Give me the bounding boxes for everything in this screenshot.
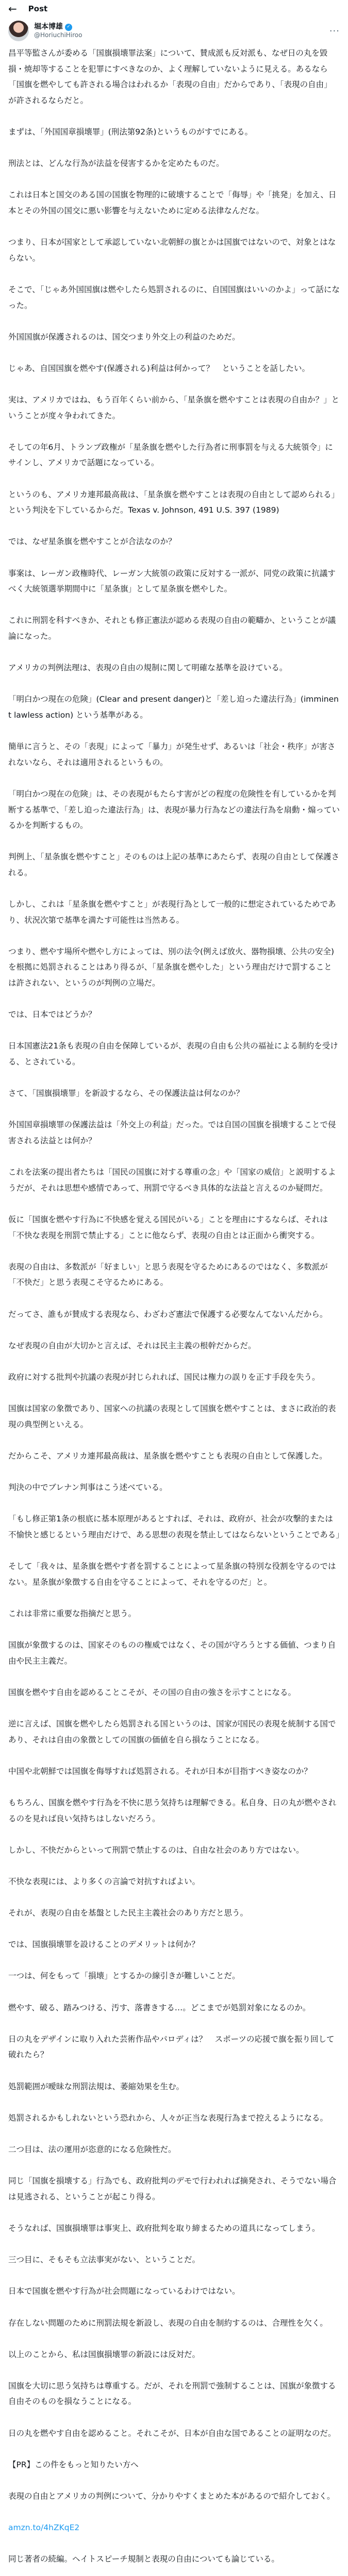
tweet-paragraph: 不快な表現には、より多くの言論で対抗すればよい。 bbox=[8, 1876, 201, 1886]
tweet-body bbox=[0, 45, 348, 2576]
tweet-paragraph: 「もし修正第1条の根底に基本原理があるとすれば、それは、政府が、社会が攻撃的または不愉快と感じるという理由だけで、ある思想の表現を禁止してはならないということである」 bbox=[8, 1514, 344, 1539]
tweet-paragraph: まずは、「外国国章損壊罪」(刑法第92条)というものがすでにある。 bbox=[8, 127, 253, 137]
author-display-name[interactable] bbox=[34, 23, 324, 32]
tweet-paragraph: なぜ表現の自由が大切かと言えば、それは民主主義の根幹だからだ。 bbox=[8, 1341, 256, 1350]
tweet-paragraph: そこで、「じゃあ外国国旗は燃やしたら処罰されるのに、自国国旗はいいのかよ」って話になった。 bbox=[8, 284, 340, 310]
tweet-paragraph: 処罰範囲が曖昧な刑罰法規は、萎縮効果を生む。 bbox=[8, 2081, 185, 2091]
tweet-paragraph: これに刑罰を科すべきか、それとも修正憲法が認める表現の自由の範疇か、ということが議論になった。 bbox=[8, 616, 336, 641]
tweet-paragraph: 刑法とは、どんな行為が法益を侵害するかを定めたものだ。 bbox=[8, 159, 224, 168]
tweet-paragraph: そうなれば、国旗損壊罪は事実上、政府批判を取り締まるための道具になってしまう。 bbox=[8, 2223, 320, 2233]
tweet-paragraph: 処罰されるかもしれないという恐れから、人々が正当な表現行為まで控えるようになる。 bbox=[8, 2113, 328, 2123]
tweet-paragraph: 昌平等監さんが委める「国旗損壊罪法案」について、賛成派も反対派も、なぜ日の丸を毀損・焼却等することを犯罪にすべきなのか、よく理解していないように見える。あるなら「国旗を燃やしても許される場合はわれるか「表現の自由」だからであり、「表現の自由」が許されるならだと。 bbox=[8, 48, 332, 105]
tweet-paragraph: では、なぜ星条旗を燃やすことが合法なのか？ bbox=[8, 537, 176, 547]
tweet-paragraph: 日本国憲法21条も表現の自由を保障しているが、表現の自由も公共の福祉による制約を受ける、とされている。 bbox=[8, 1041, 338, 1066]
tweet-paragraph: 判例上、「星条旗を燃やすこと」そのものは上記の基準にあたらず、表現の自由として保護される。 bbox=[8, 852, 340, 877]
tweet-paragraph: 【PR】この件をもっと知りたい方へ bbox=[8, 2460, 139, 2469]
tweet-paragraph: 簡単に言うと、その「表現」によって「暴力」が発生せず、あるいは「社会・秩序」が害されないなら、それは適用されるというもの。 bbox=[8, 742, 336, 767]
tweet-paragraph: では、日本ではどうか？ bbox=[8, 1010, 96, 1020]
tweet-paragraph: しかし、これは「星条旗を燃やすこと」が表現行為として一般的に想定されているためであり、状況次第で基準を満たす可能性は当然ある。 bbox=[8, 900, 336, 925]
tweet-paragraph: 逆に言えば、国旗を燃やしたら処罰される国というのは、国家が国民の表現を統制する国であり、それは自由の象徴としての国旗の価値を自ら損なうことになる。 bbox=[8, 1719, 336, 1744]
author-name: 堀本博雄 bbox=[34, 22, 63, 31]
page-title: Post bbox=[28, 4, 48, 13]
back-arrow-icon[interactable]: ← bbox=[8, 3, 17, 15]
tweet-paragraph: さて、「国旗損壊罪」を新設するなら、その保護法益は何なのか？ bbox=[8, 1089, 244, 1098]
tweet-paragraph: 国旗が象徴するのは、国家そのものの権威ではなく、その国が守ろうとする価値、つまり自由や民主主義だ。 bbox=[8, 1640, 336, 1666]
tweet-paragraph: つまり、燃やす場所や燃やし方によっては、別の法令(例えば放火、器物損壊、公共の安全)を根拠に処罰されることはあり得るが、「星条旗を燃やした」という理由だけで罰することは許されない、というのが判例の立場だ。 bbox=[8, 946, 335, 988]
tweet-paragraph: 表現の自由は、多数派が「好ましい」と思う表現を守るためにあるのではなく、多数派が「不快だ」と思う表現こそ守るためにある。 bbox=[8, 1262, 328, 1287]
tweet-paragraph: 政府に対する批判や抗議の表現が封じられれば、国民は権力の誤りを正す手段を失う。 bbox=[8, 1372, 320, 1382]
tweet-paragraph: 一つは、何をもって「損壊」とするかの線引きが難しいことだ。 bbox=[8, 1971, 240, 1981]
tweet-paragraph: 以上のことから、私は国旗損壊罪の新設には反対だ。 bbox=[8, 2349, 201, 2359]
tweet-paragraph: アメリカの判例法理は、表現の自由の規制に関して明確な基準を設けている。 bbox=[8, 663, 288, 673]
tweet-paragraph: 外国国章損壊罪の保護法益は「外交上の利益」だった。では自国の国旗を損壊することで侵害される法益とは何か？ bbox=[8, 1120, 336, 1145]
tweet-paragraph: 中国や北朝鮮では国旗を侮辱すれば処罰される。それが日本が目指すべき姿なのか？ bbox=[8, 1766, 312, 1776]
tweet-paragraph: というのも、アメリカ連邦最高裁は、「星条旗を燃やすことは表現の自由として認められる」という判決を下しているからだ。Texas v. Johnson, 491 U.S. 397 (1989) bbox=[8, 489, 340, 515]
tweet-paragraph: 日本で国旗を燃やす行為が社会問題になっているわけではない。 bbox=[8, 2286, 240, 2296]
tweet-paragraph: 仮に「国旗を燃やす行為に不快感を覚える国民がいる」ことを理由にするならば、それは「不快な表現を刑罰で禁止する」ことに他ならず、表現の自由とは正面から衝突する。 bbox=[8, 1214, 328, 1240]
tweet-paragraph: そして「我々は、星条旗を燃やす者を罰することによって星条旗の特別な役割を守るのではない。星条旗が象徴する自由を守ることによって、それを守るのだ」と。 bbox=[8, 1562, 336, 1587]
author-names bbox=[34, 23, 324, 40]
tweet-paragraph: 国旗は国家の象徴であり、国家への抗議の表現として国旗を燃やすことは、まさに政治的表現の典型例といえる。 bbox=[8, 1404, 336, 1429]
tweet-paragraph: じゃあ、自国国旗を燃やす(保護される)利益は何かって？ ということを話したい。 bbox=[8, 363, 310, 373]
verified-badge-icon: ✓ bbox=[65, 24, 72, 31]
tweet-paragraph: そしての年6月、トランプ政権が「星条旗を燃やした行為者に刑事罰を与える大統領令」にサインし、アメリカで話題になっている。 bbox=[8, 442, 333, 468]
tweet-paragraph: 存在しない問題のために刑罰法規を新設し、表現の自由を制約するのは、合理性を欠く。 bbox=[8, 2318, 328, 2328]
tweet-paragraph: それが、表現の自由を基盤とした民主主義社会のあり方だと思う。 bbox=[8, 1908, 248, 1918]
tweet-paragraph: では、国旗損壊罪を設けることのデメリットは何か？ bbox=[8, 1940, 200, 1950]
tweet-paragraph: 日の丸をデザインに取り入れた芸術作品やパロディは？ スポーツの応援で旗を振り回して破れたら？ bbox=[8, 2034, 335, 2060]
tweet-paragraph: これは日本と国交のある国の国旗を物理的に破壊することで「侮辱」や「挑発」を加え、日本とその外国の国交に悪い影響を与えないために定める法律なんだな。 bbox=[8, 190, 337, 215]
tweet-link[interactable]: amzn.to/4hZKqE2 bbox=[8, 2523, 80, 2533]
tweet-paragraph: 燃やす、破る、踏みつける、汚す、落書きする…。どこまでが処罰対象になるのか。 bbox=[8, 2003, 311, 2012]
author-handle[interactable]: @HoriuchiHiroo bbox=[34, 31, 82, 39]
tweet-paragraph: 三つ目に、そもそも立法事実がない、ということだ。 bbox=[8, 2255, 201, 2265]
tweet-paragraph: しかし、不快だからといって刑罰で禁止するのは、自由な社会のあり方ではない。 bbox=[8, 1845, 304, 1855]
tweet-paragraph: つまり、日本が国家として承認していない北朝鮮の旗とかは国旗ではないので、対象とはならない。 bbox=[8, 238, 336, 263]
tweet-paragraph: だってさ、誰もが賛成する表現なら、わざわざ憲法で保護する必要なんてないんだから。 bbox=[8, 1309, 328, 1319]
tweet-paragraph: これを法案の提出者たちは「国民の国旗に対する尊重の念」や「国家の威信」と説明するようだが、それは思想や感情であって、刑罰で守るべき具体的な法益と言えるのか疑問だ。 bbox=[8, 1167, 336, 1193]
tweet-paragraph: 実は、アメリカではね、もう百年くらい前から、「星条旗を燃やすことは表現の自由か？」ということが度々争われてきた。 bbox=[8, 395, 340, 420]
tweet-paragraph: これは非常に重要な指摘だと思う。 bbox=[8, 1608, 137, 1618]
avatar[interactable] bbox=[8, 21, 29, 41]
tweet-paragraph: 判決の中でブレナン判事はこう述べている。 bbox=[8, 1483, 168, 1493]
tweet-paragraph: 外国国旗が保護されるのは、国交つまり外交上の利益のためだ。 bbox=[8, 332, 240, 342]
tweet-paragraph: 国旗を大切に思う気持ちは尊重する。だが、それを刑罰で強制することは、国旗が象徴する自由そのものを損なうことになる。 bbox=[8, 2381, 336, 2406]
tweet-paragraph: 二つ目は、法の運用が恣意的になる危険性だ。 bbox=[8, 2144, 176, 2154]
tweet-paragraph: 「明白かつ現在の危険」(Clear and present danger)と「差し迫った違法行為」(imminent lawless action) という基準がある。 bbox=[8, 694, 339, 720]
tweet-paragraph: 同じ「国旗を損壊する」行為でも、政府批判のデモで行われれば摘発され、そうでない場合は見逃される、ということが起こり得る。 bbox=[8, 2176, 337, 2201]
tweet-paragraph: もちろん、国旗を燃やす行為を不快に思う気持ちは理解できる。私自身、日の丸が燃やされるのを見れば良い気持ちはしないだろう。 bbox=[8, 1798, 337, 1823]
tweet-paragraph: 表現の自由とアメリカの判例について、分かりやすくまとめた本があるので紹介しておく。 bbox=[8, 2492, 335, 2501]
tweet-paragraph: 国旗を燃やす自由を認めることこそが、その国の自由の強さを示すことになる。 bbox=[8, 1687, 296, 1697]
tweet-paragraph: 同じ著者の続編。ヘイトスピーチ規制と表現の自由についても論じている。 bbox=[8, 2554, 279, 2564]
tweet-paragraph: だからこそ、アメリカ連邦最高裁は、星条旗を燃やすことも表現の自由として保護した。 bbox=[8, 1451, 327, 1461]
tweet-paragraph: 「明白かつ現在の危険」は、その表現がもたらす害がどの程度の危険性を有しているかを判断する基準で、「差し迫った違法行為」は、表現が暴力行為などの違法行為を扇動・煽っているかを判断するもの。 bbox=[8, 789, 340, 831]
more-options-icon[interactable]: ··· bbox=[329, 25, 340, 37]
top-bar bbox=[0, 0, 348, 18]
tweet-paragraph: 日の丸を燃やす自由を認めること。それこそが、日本が自由な国であることの証明なのだ。 bbox=[8, 2428, 336, 2438]
author-row bbox=[0, 18, 348, 45]
tweet-paragraph: 事案は、レーガン政権時代、レーガン大統領の政策に反対する一派が、同党の政策に抗議すべく大統領選挙期間中に「星条旗」として星条旗を燃やした。 bbox=[8, 568, 336, 594]
